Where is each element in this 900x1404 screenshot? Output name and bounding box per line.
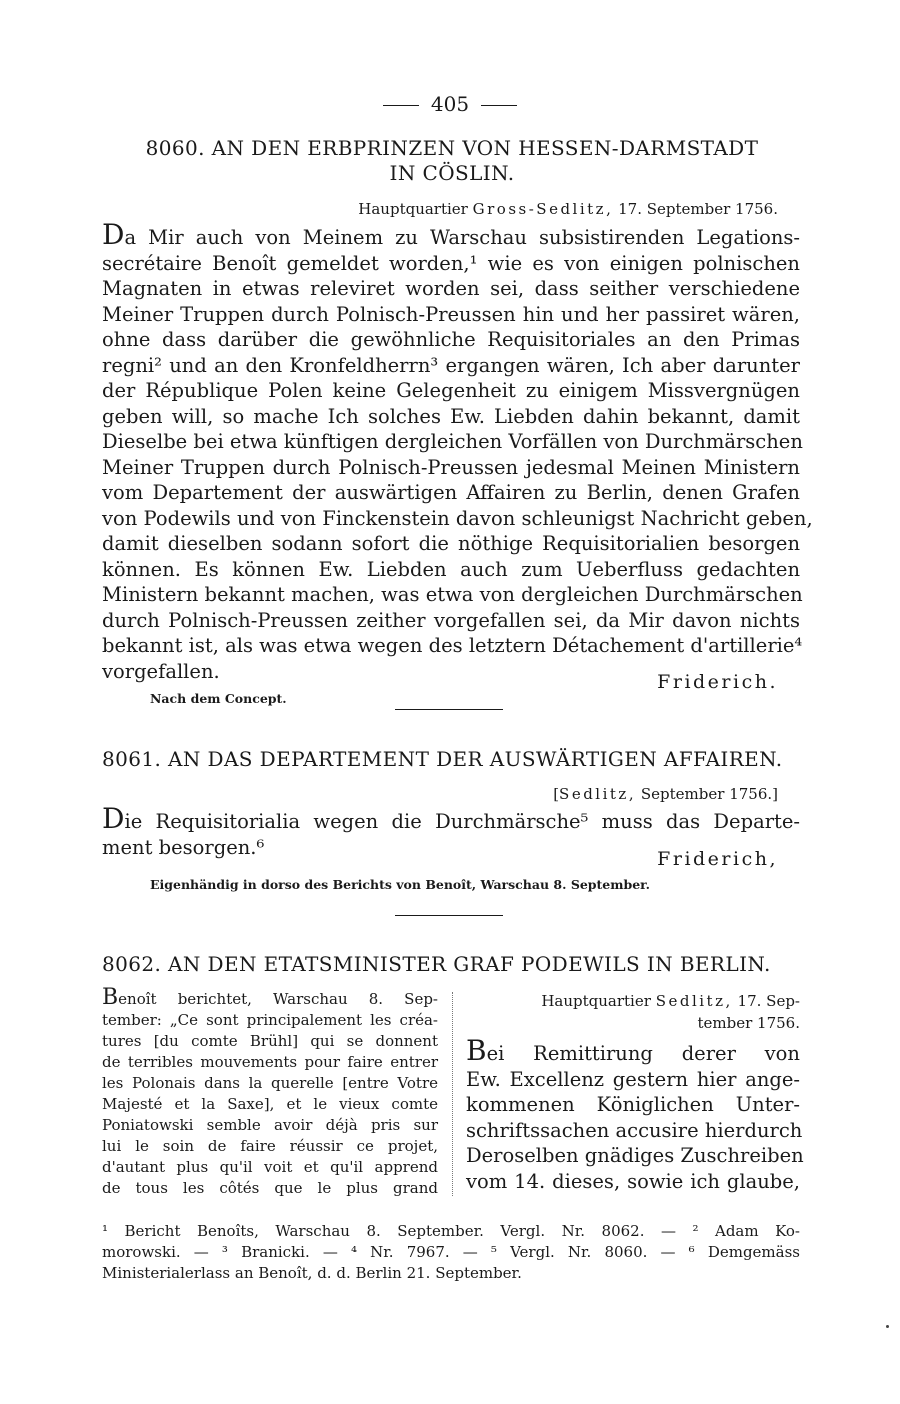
text-line: Benoît berichtet, Warschau 8. Sep-	[102, 985, 438, 1010]
initial-letter: D	[102, 218, 125, 251]
text-line: kommenen Königlichen Unter-	[466, 1093, 800, 1116]
text-line: Magnaten in etwas releviret worden sei, dass seither verschiedene	[102, 277, 800, 300]
text-line: de tous les côtés que le plus grand	[102, 1179, 438, 1197]
initial-letter: B	[466, 1034, 487, 1067]
text-line: de terribles mouvements pour faire entrer	[102, 1053, 438, 1071]
text-line: von Podewils und von Finckenstein davon schleunigst Nachricht geben,	[102, 506, 813, 530]
text-line: Meiner Truppen durch Polnisch-Preussen jedesmal Meinen Ministern	[102, 455, 800, 479]
doc-8060-signature: Friderich.	[657, 671, 778, 693]
text-line: morowski. — ³ Branicki. — ⁴ Nr. 7967. — ⁵ Vergl. Nr. 8060. — ⁶ Demgemäss	[102, 1243, 800, 1261]
text-line: Ministerialerlass an Benoît, d. d. Berlin 21. September.	[102, 1264, 522, 1282]
text-line: damit dieselben sodann sofort die nöthige Requisitorialien besorgen	[102, 532, 800, 555]
text-line: bekannt ist, als was etwa wegen des letztern Détachement d'artillerie⁴	[102, 634, 803, 657]
doc-8061-dateline: [Sedlitz, September 1756.]	[553, 785, 778, 803]
text-line: Poniatowski semble avoir déjà pris sur	[102, 1116, 438, 1134]
text-line: vom 14. dieses, sowie ich glaube,	[466, 1169, 800, 1193]
text-line: Deroselben gnädiges Zuschreiben	[466, 1144, 804, 1167]
doc-8060-source-note: Nach dem Concept.	[150, 691, 287, 706]
text-line: der République Polen keine Gelegenheit zu einigem Missvergnügen	[102, 379, 800, 402]
text-line: durch Polnisch-Preussen zeither vorgefallen sei, da Mir davon nichts	[102, 608, 800, 632]
text-line: tember: „Ce sont principalement les créa-	[102, 1011, 438, 1029]
doc-8061-signature: Friderich,	[657, 848, 778, 870]
text-line: ohne dass darüber die gewöhnliche Requisitoriales an den Primas	[102, 328, 800, 351]
initial-letter: B	[102, 985, 119, 1010]
text-line: Die Requisitorialia wegen die Durchmärsche⁵ muss das Departe-	[102, 802, 800, 835]
text-line: regni² und an den Kronfeldherrn³ ergangen wären, Ich aber darunter	[102, 353, 800, 377]
text-line: vom Departement der auswärtigen Affairen zu Berlin, denen Grafen	[102, 481, 800, 504]
doc-8060-heading-line2: IN CÖSLIN.	[389, 161, 515, 185]
doc-8061-source-note: Eigenhändig in dorso des Berichts von Benoît, Warschau 8. September.	[150, 877, 650, 892]
text-line: ¹ Bericht Benoîts, Warschau 8. September. Vergl. Nr. 8062. — ² Adam Ko-	[102, 1222, 800, 1240]
text-line: Da Mir auch von Meinem zu Warschau subsistirenden Legations-	[102, 218, 800, 251]
initial-letter: D	[102, 802, 125, 835]
doc-8061-heading: 8061. AN DAS DEPARTEMENT DER AUSWÄRTIGEN AFFAIREN.	[102, 747, 783, 771]
text-line: ment besorgen.⁶	[102, 835, 265, 859]
text-line: Meiner Truppen durch Polnisch-Preussen hin und her passiret wären,	[102, 302, 800, 326]
doc-8060-heading-line1: 8060. AN DEN ERBPRINZEN VON HESSEN-DARMSTADT	[145, 136, 759, 160]
doc-8062-right-text	[466, 1034, 804, 1194]
page-number: 405	[0, 92, 900, 116]
text-line: vorgefallen.	[102, 659, 220, 683]
doc-8062-right-column	[466, 990, 804, 1194]
text-line: d'autant plus qu'il voit et qu'il apprend	[102, 1158, 438, 1176]
footnotes	[102, 1221, 800, 1284]
text-line: secrétaire Benoît gemeldet worden,¹ wie es von einigen polnischen	[102, 251, 800, 275]
text-line: Ministern bekannt machen, was etwa von dergleichen Durchmärschen	[102, 583, 803, 606]
text-line: tures [du comte Brühl] qui se donnent	[102, 1032, 438, 1050]
doc-8060-body	[102, 218, 813, 684]
text-line: geben will, so mache Ich solches Ew. Liebden dahin bekannt, damit	[102, 404, 800, 428]
page-speck	[886, 1325, 889, 1328]
text-line: lui le soin de faire réussir ce projet,	[102, 1137, 438, 1155]
text-line: Bei Remittirung derer von	[466, 1034, 800, 1067]
text-line: schriftssachen accusire hierdurch	[466, 1118, 803, 1142]
doc-8062-heading: 8062. AN DEN ETATSMINISTER GRAF PODEWILS IN BERLIN.	[102, 952, 771, 976]
section-rule	[395, 915, 503, 916]
doc-8062-left-column	[102, 985, 438, 1199]
text-line: können. Es können Ew. Liebden auch zum Ueberfluss gedachten	[102, 557, 800, 581]
text-line: les Polonais dans la querelle [entre Votre	[102, 1074, 438, 1092]
page-number-dash-right	[481, 105, 517, 106]
page-number-dash-left	[383, 105, 419, 106]
text-line: Dieselbe bei etwa künftigen dergleichen Vorfällen von Durchmärschen	[102, 430, 803, 453]
text-line: Majesté et la Saxe], et le vieux comte	[102, 1095, 438, 1113]
text-line: Ew. Excellenz gestern hier ange-	[466, 1067, 800, 1091]
doc-8062-dateline: Hauptquartier Sedlitz, 17. Sep- tember 1756.	[541, 992, 800, 1032]
section-rule	[395, 709, 503, 710]
doc-8060-dateline: Hauptquartier Gross-Sedlitz, 17. September 1756.	[358, 200, 778, 218]
column-divider	[452, 992, 453, 1196]
